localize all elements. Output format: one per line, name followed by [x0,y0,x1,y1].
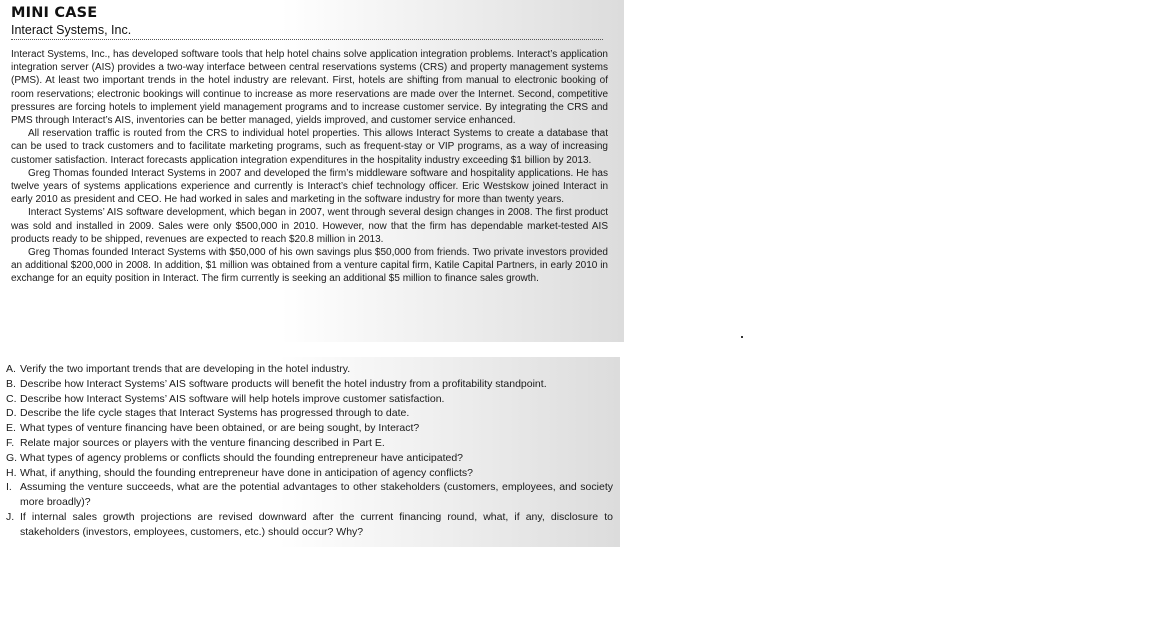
mini-case-label: MINI CASE [11,5,98,21]
case-title: Interact Systems, Inc. [11,23,132,37]
question-item [6,421,613,436]
question-item [6,510,613,540]
question-letter: D. [6,407,17,420]
question-text: Relate major sources or players with the venture financing described in Part E. [20,436,385,449]
question-item [6,436,613,451]
question-text: Assuming the venture succeeds, what are the potential advantages to other stakeholders (customers, employees, and society more broadly)? [20,481,613,509]
question-text: What types of agency problems or conflicts should the founding entrepreneur have anticipated? [20,451,464,464]
question-text: Describe how Interact Systems’ AIS software products will benefit the hotel industry from a profitability standpoint. [20,377,547,390]
question-text: If internal sales growth projections are revised downward after the current financing round, what, if any, disclosure to stakeholders (investors, employees, customers, etc.) should occur? Why? [20,510,613,538]
paragraph: Interact Systems’ AIS software development, which began in 2007, went through several design changes in 2008. The first product was sold and installed in 2009. Sales were only $500,000 in 2010. However, now that the firm has dependable market-tested AIS products ready to be shipped, revenues are expected to reach $20.8 million in 2013. [11,207,608,245]
case-body [11,48,608,286]
question-item [6,466,613,481]
question-item [6,406,613,421]
question-item [6,392,613,407]
question-text: Describe the life cycle stages that Interact Systems has progressed through to date. [20,407,410,420]
question-letter: E. [6,422,16,435]
question-text: What, if anything, should the founding entrepreneur have done in anticipation of agency conflicts? [20,466,473,479]
paragraph: Greg Thomas founded Interact Systems with $50,000 of his own savings plus $50,000 from friends. Two private investors provided an additional $200,000 in 2008. In addition, $1 million was obtained from a venture capital firm, Katile Capital Partners, in early 2010 in exchange for an equity position in Interact. The firm currently is seeking an additional $5 million to finance sales growth. [11,247,608,285]
question-item [6,451,613,466]
question-letter: B. [6,377,16,390]
question-letter: G. [6,451,18,464]
stray-dot [741,336,743,338]
questions-list [6,362,613,540]
question-item [6,480,613,510]
dotted-divider [11,39,603,40]
question-letter: I. [6,481,12,494]
question-text: Verify the two important trends that are developing in the hotel industry. [20,363,351,375]
question-text: What types of venture financing have been obtained, or are being sought, by Interact? [20,422,420,435]
paragraph: Greg Thomas founded Interact Systems in 2007 and developed the firm’s middleware software and hospitality applications. He has twelve years of systems applications experience and currently is Interact’s chief technology officer. Eric Westskow joined Interact in early 2010 as president and CEO. He had worked in sales and marketing in the software industry for more than twenty years. [11,167,608,206]
question-letter: J. [6,510,15,523]
question-text: Describe how Interact Systems’ AIS software will help hotels improve customer satisfaction. [20,392,445,405]
question-item [6,377,613,392]
question-item [6,362,613,377]
paragraph: Interact Systems, Inc., has developed software tools that help hotel chains solve application integration problems. Interact’s application integration server (AIS) provides a two-way interface between central reservations systems (CRS) and property management systems (PMS). At least two important trends in the hotel industry are relevant. First, hotels are shifting from manual to electronic booking of room reservations; electronic bookings will continue to increase as more reservations are made over the Internet. Second, competitive pressures are forcing hotels to implement yield management programs and to increase customer service. By integrating the CRS and PMS through Interact’s AIS, inventories can be better managed, yields improved, and customer service enhanced. [11,49,608,127]
question-letter: F. [6,436,15,449]
question-letter: A. [6,363,16,375]
case-panel [0,0,624,342]
paragraph: All reservation traffic is routed from the CRS to individual hotel properties. This allows Interact Systems to create a database that can be used to track customers and to facilitate marketing programs, such as frequent-stay or VIP programs, as a way of increasing customer satisfaction. Interact forecasts application integration expenditures in the hospitality industry exceeding $1 billion by 2013. [11,128,608,166]
question-letter: H. [6,466,17,479]
question-letter: C. [6,392,17,405]
